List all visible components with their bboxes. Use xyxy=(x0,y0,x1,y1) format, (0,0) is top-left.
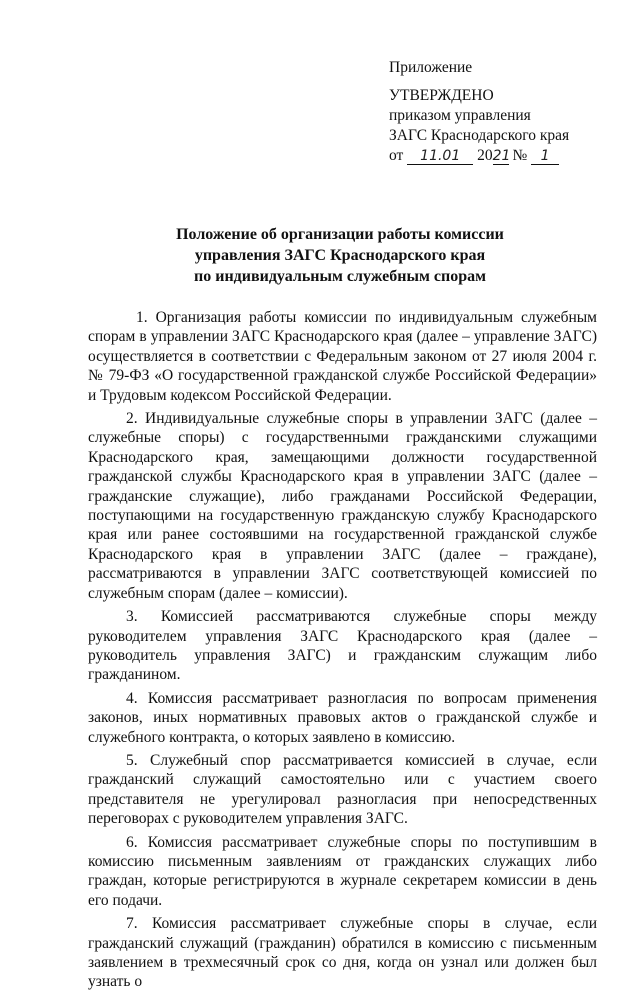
order-date-number-line xyxy=(389,146,619,166)
number-sign: № xyxy=(512,147,528,164)
title-line-1: Положение об организации работы комиссии xyxy=(176,226,504,243)
paragraph-3: 3. Комиссией рассматриваются служебные споры между руководителем управления ЗАГС Краснодарского края (далее – руководитель управления ЗАГС) и гражданским служащим либо гражданином. xyxy=(88,608,597,684)
handwritten-year: 21 xyxy=(492,148,511,164)
paragraph-7: 7. Комиссия рассматривает служебные споры в случае, если гражданский служащий (гражданин) обратился в комиссию с письменным заявлением в трехмесячный срок со дня, когда он узнал или должен был узнать о xyxy=(88,915,597,991)
from-prefix: от xyxy=(389,147,404,164)
order-line-2: ЗАГС Краснодарского края xyxy=(389,127,570,144)
document-title xyxy=(150,224,530,287)
title-line-3: по индивидуальным служебным спорам xyxy=(194,268,486,285)
approved-label: УТВЕРЖДЕНО xyxy=(389,87,494,104)
paragraph-6: 6. Комиссия рассматривает служебные споры по поступившим в комиссию письменным заявлениям от гражданских служащих либо граждан, которые регистрируются в журнале секретарем комиссии в день его подачи. xyxy=(88,833,597,909)
title-line-2: управления ЗАГС Краснодарского края xyxy=(194,247,486,264)
paragraph-5: 5. Служебный спор рассматривается комиссией в случае, если гражданский служащий самостоятельно или с участием своего представителя не урегулировал разногласия при непосредственных переговорах с руководителем управления ЗАГС. xyxy=(88,751,597,828)
spacer xyxy=(389,78,619,86)
document-body xyxy=(88,308,597,996)
paragraph-1: 1. Организация работы комиссии по индивидуальным служебным спорам в управлении ЗАГС Краснодарского края (далее – управление ЗАГС) осуществляется в соответствии с Федеральным законом от 27 июля 2004 г. № 79-ФЗ «О государственной гражданской службе Российской Федерации» и Трудовым кодексом Российской Федерации. xyxy=(88,309,597,404)
handwritten-date: 11.01 xyxy=(407,148,473,165)
handwritten-number: 1 xyxy=(531,148,559,165)
paragraph-2: 2. Индивидуальные служебные споры в управлении ЗАГС (далее – служебные споры) с государственными гражданскими служащими Краснодарского края, замещающими должности государственной гражданской службы Краснодарского края в управлении ЗАГС (далее – гражданские служащие), либо гражданами Российской Федерации, поступающими на государственную гражданскую службу Краснодарского края или ранее состоявшими на государственной гражданской службе Краснодарского края в управлении ЗАГС (далее – граждане), рассматриваются в управлении ЗАГС соответствующей комиссией по служебным спорам (далее – комиссии). xyxy=(88,410,597,602)
year-prefix: 20 xyxy=(477,147,493,164)
paragraph-4: 4. Комиссия рассматривает разногласия по вопросам применения законов, иных нормативных правовых актов о гражданской службе и служебного контракта, о которых заявлено в комиссию. xyxy=(88,689,597,746)
appendix-label: Приложение xyxy=(389,59,473,76)
approval-block xyxy=(389,58,619,166)
order-line-1: приказом управления xyxy=(389,107,531,124)
